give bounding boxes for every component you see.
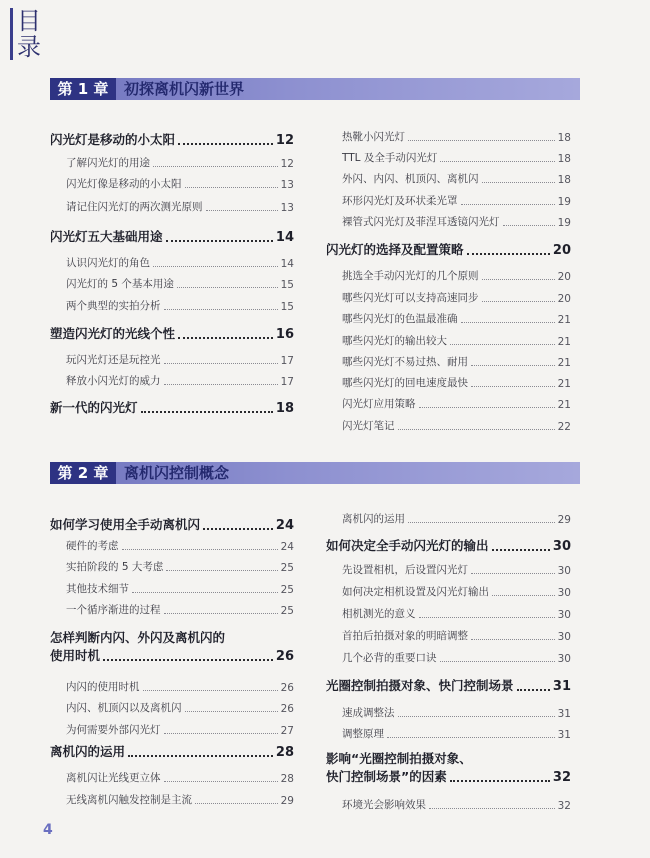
page-ref: 14 (275, 230, 294, 245)
entry-title: 内闪、机顶闪以及离机闪 (66, 702, 182, 714)
toc-entry[interactable] (50, 700, 294, 715)
toc-section-heading[interactable] (326, 767, 571, 785)
toc-entry[interactable] (326, 171, 571, 186)
toc-entry[interactable] (326, 333, 571, 348)
entry-title: 无线离机闪触发控制是主流 (66, 794, 192, 806)
section-title: 闪光灯是移动的小太阳 (50, 132, 176, 147)
toc-entry[interactable] (326, 562, 571, 577)
dot-leader (185, 711, 278, 712)
entry-title: 哪些闪光灯可以支持高速同步 (342, 292, 479, 304)
page-ref: 25 (280, 562, 294, 574)
page-ref: 12 (275, 133, 294, 148)
entry-title: 调整原理 (342, 728, 384, 740)
page-ref: 17 (280, 355, 294, 367)
dot-leader (419, 617, 555, 618)
toc-entry[interactable] (326, 628, 571, 643)
entry-title: 闪光灯笔记 (342, 420, 395, 432)
toc-entry[interactable] (326, 584, 571, 599)
section-title: 快门控制场景”的因素 (326, 769, 447, 784)
section-title: 使用时机 (50, 648, 101, 663)
toc-section-heading[interactable] (50, 130, 294, 148)
page-ref: 21 (557, 314, 571, 326)
dot-leader (471, 386, 555, 387)
section-title: 离机闪的运用 (50, 744, 126, 759)
toc-section-heading[interactable] (326, 676, 571, 694)
dot-leader (408, 522, 555, 523)
dot-leader (166, 570, 277, 571)
chapter-title: 初探离机闪新世界 (124, 80, 245, 98)
entry-title: 环境光会影响效果 (342, 799, 426, 811)
dot-leader (103, 659, 273, 661)
toc-entry[interactable] (326, 511, 571, 526)
dot-leader (178, 143, 273, 145)
entry-title: 哪些闪光灯的色温最准确 (342, 313, 458, 325)
dot-leader (164, 363, 278, 364)
page-ref: 22 (557, 421, 571, 433)
dot-leader (166, 240, 273, 242)
dot-leader (153, 266, 278, 267)
dot-leader (440, 161, 554, 162)
toc-entry[interactable] (326, 606, 571, 621)
toc-entry[interactable] (326, 311, 571, 326)
page-ref: 31 (552, 679, 571, 694)
dot-leader (408, 140, 555, 141)
entry-title: 首拍后拍摄对象的明暗调整 (342, 630, 468, 642)
toc-entry[interactable] (326, 375, 571, 390)
page-ref: 29 (557, 514, 571, 526)
dot-leader (482, 182, 555, 183)
page-ref: 30 (552, 539, 571, 554)
dot-leader (164, 384, 278, 385)
page-ref: 20 (552, 243, 571, 258)
entry-title: 外闪、内闪、机顶闪、离机闪 (342, 173, 479, 185)
page-ref: 18 (557, 153, 571, 165)
entry-title: 离机闪的运用 (342, 513, 405, 525)
page-ref: 21 (557, 399, 571, 411)
dot-leader (450, 344, 555, 345)
entry-title: 一个循序渐进的过程 (66, 604, 161, 616)
entry-title: 两个典型的实拍分析 (66, 300, 161, 312)
dot-leader (461, 322, 555, 323)
page-ref: 16 (275, 327, 294, 342)
entry-title: 玩闪光灯还是玩控光 (66, 354, 161, 366)
entry-title: 几个必背的重要口诀 (342, 652, 437, 664)
toc-entry[interactable] (326, 354, 571, 369)
toc-entry[interactable] (50, 581, 294, 596)
entry-title: 闪光灯的 5 个基本用途 (66, 278, 174, 290)
toc-entry[interactable] (326, 705, 571, 720)
dot-leader (164, 613, 278, 614)
dot-leader (398, 716, 555, 717)
chapter-2-header (50, 462, 580, 484)
page-ref: 17 (280, 376, 294, 388)
toc-entry[interactable] (50, 298, 294, 313)
toc-entry[interactable] (50, 538, 294, 553)
dot-leader (482, 279, 555, 280)
dot-leader (419, 407, 555, 408)
dot-leader (461, 204, 555, 205)
entry-title: 哪些闪光灯的输出较大 (342, 335, 447, 347)
entry-title: 哪些闪光灯不易过热、耐用 (342, 356, 468, 368)
dot-leader (203, 528, 273, 530)
dot-leader (143, 690, 278, 691)
dot-leader (492, 595, 555, 596)
toc-entry[interactable] (326, 193, 571, 208)
chapter-label: 第 2 章 (50, 462, 116, 484)
toc-entry[interactable] (326, 418, 571, 433)
page-ref: 18 (557, 132, 571, 144)
section-title-line1: 影响“光圈控制拍摄对象、 (326, 751, 472, 766)
page-ref: 32 (557, 800, 571, 812)
toc-entry[interactable] (50, 722, 294, 737)
page-ref: 19 (557, 217, 571, 229)
dot-leader (206, 210, 278, 211)
toc-entry[interactable] (326, 214, 571, 229)
page-ref: 26 (280, 703, 294, 715)
dot-leader (185, 187, 278, 188)
toc-entry[interactable] (50, 792, 294, 807)
chapter-label: 第 1 章 (50, 78, 116, 100)
page-ref: 30 (557, 587, 571, 599)
section-title: 如何决定全手动闪光灯的输出 (326, 538, 489, 553)
dot-leader (177, 287, 278, 288)
page-ref: 30 (557, 609, 571, 621)
toc-title (10, 8, 43, 60)
entry-title: 离机闪让光线更立体 (66, 772, 161, 784)
toc-entry[interactable] (50, 373, 294, 388)
page-ref: 18 (275, 401, 294, 416)
page-ref: 31 (557, 729, 571, 741)
section-title: 闪光灯的选择及配置策略 (326, 242, 464, 257)
page-ref: 14 (280, 258, 294, 270)
toc-entry[interactable] (326, 396, 571, 411)
page-ref: 28 (280, 773, 294, 785)
entry-title: 速成调整法 (342, 707, 395, 719)
dot-leader (153, 166, 278, 167)
dot-leader (503, 225, 555, 226)
toc-section-heading[interactable] (50, 227, 294, 245)
dot-leader (482, 301, 555, 302)
page-ref: 26 (280, 682, 294, 694)
section-title: 光圈控制拍摄对象、快门控制场景 (326, 678, 514, 693)
dot-leader (492, 549, 550, 551)
entry-title: 哪些闪光灯的回电速度最快 (342, 377, 468, 389)
page-ref: 24 (275, 518, 294, 533)
section-title: 闪光灯五大基础用途 (50, 229, 163, 244)
toc-section-heading[interactable] (326, 536, 571, 554)
toc-entry[interactable] (50, 352, 294, 367)
page-ref: 21 (557, 357, 571, 369)
page-ref: 24 (280, 541, 294, 553)
toc-entry[interactable] (50, 155, 294, 170)
page-ref: 20 (557, 293, 571, 305)
entry-title: TTL 及全手动闪光灯 (342, 152, 438, 164)
toc-section-heading[interactable] (50, 324, 294, 342)
toc-entry[interactable] (326, 290, 571, 305)
page-ref: 25 (280, 605, 294, 617)
entry-title: 挑选全手动闪光灯的几个原则 (342, 270, 479, 282)
dot-leader (471, 573, 555, 574)
toc-section-heading[interactable] (50, 742, 294, 760)
entry-title: 其他技术细节 (66, 583, 129, 595)
dot-leader (132, 592, 278, 593)
section-title: 塑造闪光灯的光线个性 (50, 326, 176, 341)
page-ref: 26 (275, 649, 294, 664)
page-ref: 12 (280, 158, 294, 170)
page-ref: 13 (280, 202, 294, 214)
entry-title: 先设置相机，后设置闪光灯 (342, 564, 468, 576)
dot-leader (517, 689, 550, 691)
toc-entry[interactable] (50, 602, 294, 617)
entry-title: 为何需要外部闪光灯 (66, 724, 161, 736)
dot-leader (429, 808, 555, 809)
toc-section-heading[interactable] (50, 398, 294, 416)
entry-title: 闪光灯像是移动的小太阳 (66, 178, 182, 190)
dot-leader (178, 337, 273, 339)
toc-section-heading[interactable] (326, 749, 571, 785)
entry-title: 释放小闪光灯的威力 (66, 375, 161, 387)
entry-title: 如何决定相机设置及闪光灯输出 (342, 586, 489, 598)
toc-entry[interactable] (50, 679, 294, 694)
page-ref: 20 (557, 271, 571, 283)
page-ref: 29 (280, 795, 294, 807)
dot-leader (471, 365, 555, 366)
toc-entry[interactable] (50, 255, 294, 270)
page-ref: 30 (557, 653, 571, 665)
toc-entry[interactable] (326, 268, 571, 283)
page-ref: 15 (280, 301, 294, 313)
page-ref: 18 (557, 174, 571, 186)
dot-leader (122, 549, 278, 550)
page-ref: 28 (275, 745, 294, 760)
page-ref: 15 (280, 279, 294, 291)
toc-entry[interactable] (326, 129, 571, 144)
entry-title: 环形闪光灯及环状柔光罩 (342, 195, 458, 207)
entry-title: 闪光灯应用策略 (342, 398, 416, 410)
page-ref: 21 (557, 378, 571, 390)
section-title-line1: 怎样判断内闪、外闪及离机闪的 (50, 630, 226, 645)
entry-title: 认识闪光灯的角色 (66, 257, 150, 269)
entry-title: 了解闪光灯的用途 (66, 157, 150, 169)
chapter-title: 离机闪控制概念 (124, 464, 230, 482)
toc-entry[interactable] (50, 176, 294, 191)
entry-title: 相机测光的意义 (342, 608, 416, 620)
entry-title: 热靴小闪光灯 (342, 131, 405, 143)
page-ref: 30 (557, 631, 571, 643)
dot-leader (450, 780, 550, 782)
toc-title-char: 目 (17, 7, 41, 35)
section-title: 新一代的闪光灯 (50, 400, 138, 415)
dot-leader (164, 309, 278, 310)
page-ref: 30 (557, 565, 571, 577)
entry-title: 内闪的使用时机 (66, 681, 140, 693)
entry-title: 实拍阶段的 5 大考虑 (66, 561, 164, 573)
toc-title-char: 录 (17, 33, 41, 61)
toc-entry[interactable] (326, 650, 571, 665)
toc-entry[interactable] (326, 797, 571, 812)
chapter-1-header (50, 78, 580, 100)
page-ref: 27 (280, 725, 294, 737)
section-title: 如何学习使用全手动离机闪 (50, 517, 201, 532)
page-ref: 25 (280, 584, 294, 596)
page-ref: 13 (280, 179, 294, 191)
dot-leader (471, 639, 555, 640)
toc-section-heading[interactable] (50, 646, 294, 664)
dot-leader (195, 803, 278, 804)
page-ref: 31 (557, 708, 571, 720)
toc-entry[interactable] (326, 150, 571, 165)
dot-leader (164, 781, 278, 782)
dot-leader (398, 429, 555, 430)
toc-entry[interactable] (50, 559, 294, 574)
page-ref: 19 (557, 196, 571, 208)
dot-leader (387, 737, 555, 738)
page-ref: 21 (557, 336, 571, 348)
toc-section-heading[interactable] (326, 240, 571, 258)
dot-leader (164, 733, 278, 734)
toc-section-heading[interactable] (50, 515, 294, 533)
dot-leader (141, 411, 273, 413)
toc-entry[interactable] (50, 276, 294, 291)
dot-leader (467, 253, 550, 255)
toc-entry[interactable] (326, 726, 571, 741)
page-ref: 32 (552, 770, 571, 785)
entry-title: 请记住闪光灯的两次测光原则 (66, 201, 203, 213)
toc-section-heading[interactable] (50, 628, 294, 664)
toc-entry[interactable] (50, 770, 294, 785)
page-number: 4 (43, 822, 53, 838)
dot-leader (440, 661, 555, 662)
entry-title: 硬件的考虑 (66, 540, 119, 552)
toc-entry[interactable] (50, 199, 294, 214)
entry-title: 裸管式闪光灯及菲涅耳透镜闪光灯 (342, 216, 500, 228)
dot-leader (128, 755, 273, 757)
